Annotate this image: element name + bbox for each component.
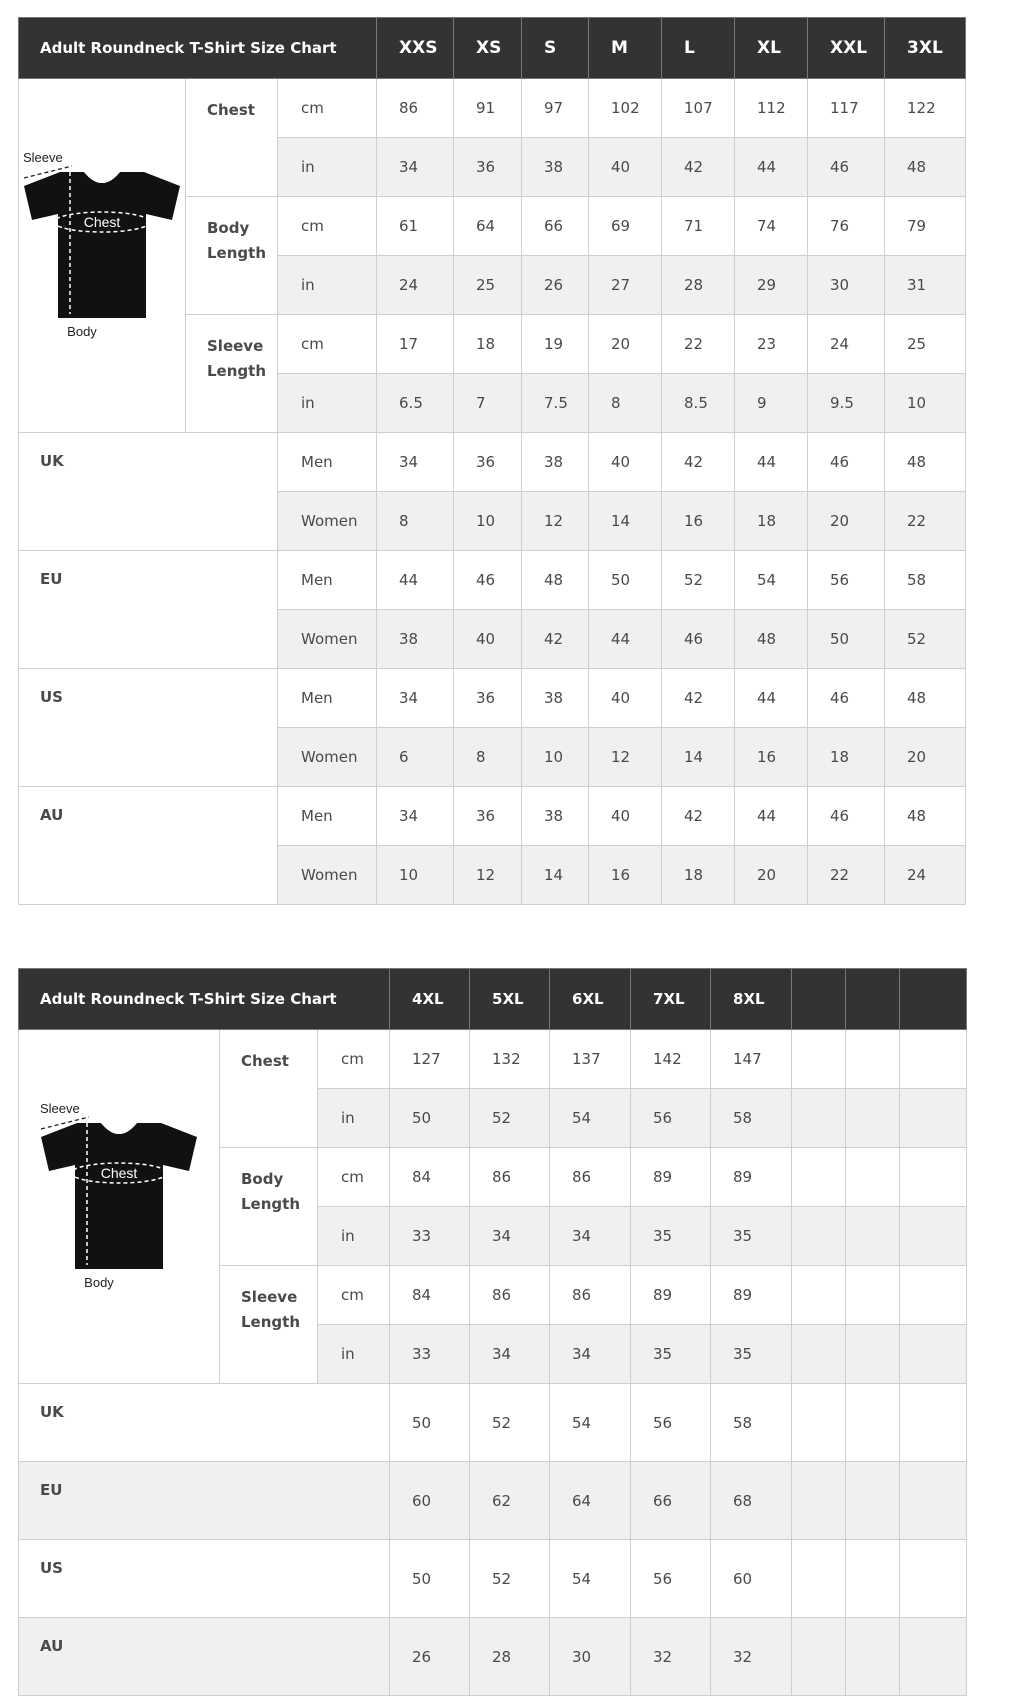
unit-cell: in (278, 374, 377, 433)
size-header: 8XL (711, 969, 792, 1030)
value-cell: 35 (631, 1207, 711, 1266)
value-cell: 79 (885, 197, 966, 256)
value-cell: 62 (470, 1462, 550, 1540)
table-row (19, 1540, 967, 1618)
value-cell: 46 (808, 787, 885, 846)
value-cell (900, 1089, 967, 1148)
value-cell: 18 (454, 315, 522, 374)
size-header: XS (454, 18, 522, 79)
value-cell: 27 (589, 256, 662, 315)
value-cell (900, 1325, 967, 1384)
value-cell: 33 (390, 1325, 470, 1384)
region-label-us: US (19, 669, 278, 787)
value-cell: 107 (662, 79, 735, 138)
value-cell: 91 (454, 79, 522, 138)
value-cell: 48 (522, 551, 589, 610)
value-cell: 48 (735, 610, 808, 669)
value-cell: 84 (390, 1148, 470, 1207)
value-cell (846, 1148, 900, 1207)
value-cell: 48 (885, 138, 966, 197)
value-cell: 142 (631, 1030, 711, 1089)
chart-title: Adult Roundneck T-Shirt Size Chart (19, 18, 377, 79)
table-row (19, 1384, 967, 1462)
value-cell: 10 (454, 492, 522, 551)
value-cell: 117 (808, 79, 885, 138)
gender-cell: Men (278, 787, 377, 846)
value-cell: 12 (522, 492, 589, 551)
value-cell: 29 (735, 256, 808, 315)
value-cell: 52 (885, 610, 966, 669)
value-cell (792, 1089, 846, 1148)
sleeve-label: Sleeve (40, 1100, 80, 1116)
value-cell: 40 (454, 610, 522, 669)
value-cell: 16 (589, 846, 662, 905)
value-cell: 44 (735, 669, 808, 728)
value-cell (792, 1030, 846, 1089)
value-cell: 8 (377, 492, 454, 551)
value-cell (900, 1462, 967, 1540)
value-cell: 12 (589, 728, 662, 787)
value-cell: 52 (470, 1089, 550, 1148)
value-cell: 97 (522, 79, 589, 138)
value-cell: 54 (550, 1540, 631, 1618)
unit-cell: cm (318, 1148, 390, 1207)
region-label-eu: EU (19, 1462, 390, 1540)
value-cell: 64 (454, 197, 522, 256)
value-cell: 127 (390, 1030, 470, 1089)
value-cell: 20 (735, 846, 808, 905)
value-cell: 22 (662, 315, 735, 374)
value-cell: 34 (470, 1207, 550, 1266)
value-cell: 89 (631, 1266, 711, 1325)
value-cell: 20 (885, 728, 966, 787)
value-cell: 28 (470, 1618, 550, 1696)
value-cell: 7.5 (522, 374, 589, 433)
value-cell (792, 1148, 846, 1207)
value-cell: 44 (735, 138, 808, 197)
value-cell: 16 (662, 492, 735, 551)
unit-cell: in (318, 1207, 390, 1266)
value-cell: 14 (662, 728, 735, 787)
value-cell: 20 (808, 492, 885, 551)
value-cell: 54 (550, 1089, 631, 1148)
value-cell: 58 (885, 551, 966, 610)
value-cell: 84 (390, 1266, 470, 1325)
body-label: Body (67, 323, 97, 339)
size-chart-table-1 (18, 17, 966, 905)
value-cell: 89 (711, 1148, 792, 1207)
value-cell: 25 (885, 315, 966, 374)
value-cell: 35 (711, 1207, 792, 1266)
value-cell: 147 (711, 1030, 792, 1089)
size-header: 5XL (470, 969, 550, 1030)
value-cell: 8 (454, 728, 522, 787)
region-label-us: US (19, 1540, 390, 1618)
value-cell: 30 (808, 256, 885, 315)
value-cell: 24 (808, 315, 885, 374)
value-cell: 10 (885, 374, 966, 433)
value-cell: 34 (377, 138, 454, 197)
region-label-uk: UK (19, 1384, 390, 1462)
value-cell: 9 (735, 374, 808, 433)
value-cell: 36 (454, 138, 522, 197)
value-cell: 50 (589, 551, 662, 610)
value-cell: 56 (808, 551, 885, 610)
value-cell: 34 (550, 1207, 631, 1266)
value-cell: 86 (470, 1266, 550, 1325)
value-cell (900, 1540, 967, 1618)
value-cell (846, 1540, 900, 1618)
sleeve-label: Sleeve (23, 149, 63, 165)
region-label-uk: UK (19, 433, 278, 551)
value-cell (900, 1207, 967, 1266)
value-cell: 50 (390, 1540, 470, 1618)
size-header: XL (735, 18, 808, 79)
value-cell (900, 1384, 967, 1462)
value-cell: 34 (550, 1325, 631, 1384)
value-cell: 38 (522, 433, 589, 492)
measurement-label-chest: Chest (220, 1030, 318, 1148)
unit-cell: in (278, 256, 377, 315)
value-cell: 64 (550, 1462, 631, 1540)
tshirt-illustration (19, 79, 186, 433)
unit-cell: cm (278, 79, 377, 138)
value-cell: 40 (589, 433, 662, 492)
value-cell: 16 (735, 728, 808, 787)
unit-cell: cm (318, 1030, 390, 1089)
value-cell: 52 (470, 1384, 550, 1462)
value-cell: 44 (377, 551, 454, 610)
table-row (19, 79, 966, 138)
value-cell: 26 (390, 1618, 470, 1696)
value-cell: 86 (377, 79, 454, 138)
value-cell: 40 (589, 138, 662, 197)
value-cell: 60 (711, 1540, 792, 1618)
value-cell (792, 1266, 846, 1325)
value-cell (846, 1325, 900, 1384)
value-cell: 35 (631, 1325, 711, 1384)
value-cell: 36 (454, 787, 522, 846)
value-cell: 8.5 (662, 374, 735, 433)
value-cell (900, 1148, 967, 1207)
value-cell (846, 1462, 900, 1540)
value-cell: 58 (711, 1089, 792, 1148)
value-cell: 36 (454, 433, 522, 492)
value-cell: 44 (735, 433, 808, 492)
value-cell: 24 (885, 846, 966, 905)
value-cell: 50 (808, 610, 885, 669)
chart-title: Adult Roundneck T-Shirt Size Chart (19, 969, 390, 1030)
value-cell: 66 (522, 197, 589, 256)
value-cell: 18 (662, 846, 735, 905)
value-cell: 122 (885, 79, 966, 138)
value-cell (900, 1618, 967, 1696)
value-cell: 33 (390, 1207, 470, 1266)
value-cell: 48 (885, 433, 966, 492)
value-cell: 76 (808, 197, 885, 256)
value-cell: 36 (454, 669, 522, 728)
region-label-eu: EU (19, 551, 278, 669)
value-cell: 38 (522, 138, 589, 197)
value-cell: 8 (589, 374, 662, 433)
value-cell (846, 1089, 900, 1148)
tshirt-icon (39, 1100, 199, 1295)
size-header: 7XL (631, 969, 711, 1030)
value-cell: 86 (550, 1148, 631, 1207)
value-cell: 26 (522, 256, 589, 315)
table-row (19, 1618, 967, 1696)
value-cell: 46 (454, 551, 522, 610)
size-header (846, 969, 900, 1030)
value-cell: 28 (662, 256, 735, 315)
unit-cell: in (318, 1325, 390, 1384)
size-header (900, 969, 967, 1030)
value-cell: 102 (589, 79, 662, 138)
measurement-label-body-length: Body Length (186, 197, 278, 315)
value-cell (846, 1207, 900, 1266)
value-cell (846, 1384, 900, 1462)
value-cell: 89 (711, 1266, 792, 1325)
value-cell: 137 (550, 1030, 631, 1089)
tshirt-icon (22, 149, 182, 344)
gender-cell: Women (278, 610, 377, 669)
size-header: M (589, 18, 662, 79)
body-label: Body (84, 1274, 114, 1290)
value-cell: 24 (377, 256, 454, 315)
value-cell: 6 (377, 728, 454, 787)
value-cell: 14 (522, 846, 589, 905)
region-label-au: AU (19, 787, 278, 905)
value-cell: 38 (377, 610, 454, 669)
gender-cell: Women (278, 846, 377, 905)
value-cell: 42 (662, 669, 735, 728)
value-cell: 18 (808, 728, 885, 787)
value-cell (792, 1384, 846, 1462)
chest-label: Chest (100, 1164, 138, 1181)
value-cell (846, 1618, 900, 1696)
value-cell: 69 (589, 197, 662, 256)
unit-cell: cm (278, 315, 377, 374)
value-cell: 58 (711, 1384, 792, 1462)
value-cell: 20 (589, 315, 662, 374)
value-cell: 17 (377, 315, 454, 374)
value-cell (792, 1207, 846, 1266)
value-cell: 89 (631, 1148, 711, 1207)
value-cell: 34 (377, 787, 454, 846)
table-header-row (19, 969, 967, 1030)
table-row (19, 787, 966, 846)
value-cell: 22 (885, 492, 966, 551)
value-cell: 132 (470, 1030, 550, 1089)
value-cell: 46 (808, 669, 885, 728)
value-cell (792, 1618, 846, 1696)
value-cell: 42 (662, 787, 735, 846)
unit-cell: cm (318, 1266, 390, 1325)
gender-cell: Women (278, 492, 377, 551)
value-cell: 19 (522, 315, 589, 374)
value-cell: 56 (631, 1089, 711, 1148)
value-cell: 42 (662, 433, 735, 492)
table-header-row (19, 18, 966, 79)
measurement-label-body-length: Body Length (220, 1148, 318, 1266)
size-header: XXL (808, 18, 885, 79)
size-header: 6XL (550, 969, 631, 1030)
size-header: L (662, 18, 735, 79)
value-cell: 56 (631, 1540, 711, 1618)
value-cell: 52 (470, 1540, 550, 1618)
value-cell: 30 (550, 1618, 631, 1696)
value-cell (846, 1266, 900, 1325)
value-cell: 68 (711, 1462, 792, 1540)
value-cell: 46 (662, 610, 735, 669)
value-cell: 40 (589, 787, 662, 846)
value-cell: 22 (808, 846, 885, 905)
measurement-label-sleeve-length: Sleeve Length (220, 1266, 318, 1384)
table-row (19, 1462, 967, 1540)
value-cell: 38 (522, 669, 589, 728)
tshirt-illustration (19, 1030, 220, 1384)
size-header: S (522, 18, 589, 79)
value-cell: 9.5 (808, 374, 885, 433)
value-cell (792, 1325, 846, 1384)
value-cell: 50 (390, 1089, 470, 1148)
value-cell: 18 (735, 492, 808, 551)
size-chart-table-2 (18, 968, 967, 1696)
value-cell (900, 1266, 967, 1325)
value-cell: 71 (662, 197, 735, 256)
value-cell: 25 (454, 256, 522, 315)
value-cell: 50 (390, 1384, 470, 1462)
value-cell: 40 (589, 669, 662, 728)
value-cell (792, 1462, 846, 1540)
measurement-label-chest: Chest (186, 79, 278, 197)
value-cell: 74 (735, 197, 808, 256)
value-cell: 14 (589, 492, 662, 551)
value-cell: 7 (454, 374, 522, 433)
unit-cell: in (278, 138, 377, 197)
value-cell: 54 (735, 551, 808, 610)
size-header (792, 969, 846, 1030)
value-cell (900, 1030, 967, 1089)
value-cell: 34 (470, 1325, 550, 1384)
value-cell: 86 (550, 1266, 631, 1325)
value-cell: 35 (711, 1325, 792, 1384)
value-cell: 52 (662, 551, 735, 610)
value-cell: 34 (377, 669, 454, 728)
value-cell: 61 (377, 197, 454, 256)
value-cell: 56 (631, 1384, 711, 1462)
value-cell: 112 (735, 79, 808, 138)
value-cell: 44 (589, 610, 662, 669)
measurement-label-sleeve-length: Sleeve Length (186, 315, 278, 433)
value-cell: 12 (454, 846, 522, 905)
value-cell: 46 (808, 433, 885, 492)
value-cell: 31 (885, 256, 966, 315)
table-row (19, 669, 966, 728)
value-cell: 86 (470, 1148, 550, 1207)
value-cell: 32 (711, 1618, 792, 1696)
value-cell: 10 (522, 728, 589, 787)
value-cell: 48 (885, 787, 966, 846)
value-cell: 42 (662, 138, 735, 197)
value-cell: 23 (735, 315, 808, 374)
gender-cell: Men (278, 669, 377, 728)
value-cell: 32 (631, 1618, 711, 1696)
gender-cell: Women (278, 728, 377, 787)
value-cell: 6.5 (377, 374, 454, 433)
gender-cell: Men (278, 433, 377, 492)
value-cell: 46 (808, 138, 885, 197)
value-cell: 42 (522, 610, 589, 669)
value-cell: 44 (735, 787, 808, 846)
value-cell: 38 (522, 787, 589, 846)
value-cell (846, 1030, 900, 1089)
value-cell: 60 (390, 1462, 470, 1540)
table-row (19, 433, 966, 492)
size-header: XXS (377, 18, 454, 79)
table-row (19, 551, 966, 610)
gender-cell: Men (278, 551, 377, 610)
size-header: 3XL (885, 18, 966, 79)
table-row (19, 1030, 967, 1089)
value-cell (792, 1540, 846, 1618)
value-cell: 10 (377, 846, 454, 905)
value-cell: 66 (631, 1462, 711, 1540)
value-cell: 34 (377, 433, 454, 492)
region-label-au: AU (19, 1618, 390, 1696)
value-cell: 54 (550, 1384, 631, 1462)
unit-cell: in (318, 1089, 390, 1148)
size-header: 4XL (390, 969, 470, 1030)
unit-cell: cm (278, 197, 377, 256)
value-cell: 48 (885, 669, 966, 728)
chest-label: Chest (83, 213, 121, 230)
